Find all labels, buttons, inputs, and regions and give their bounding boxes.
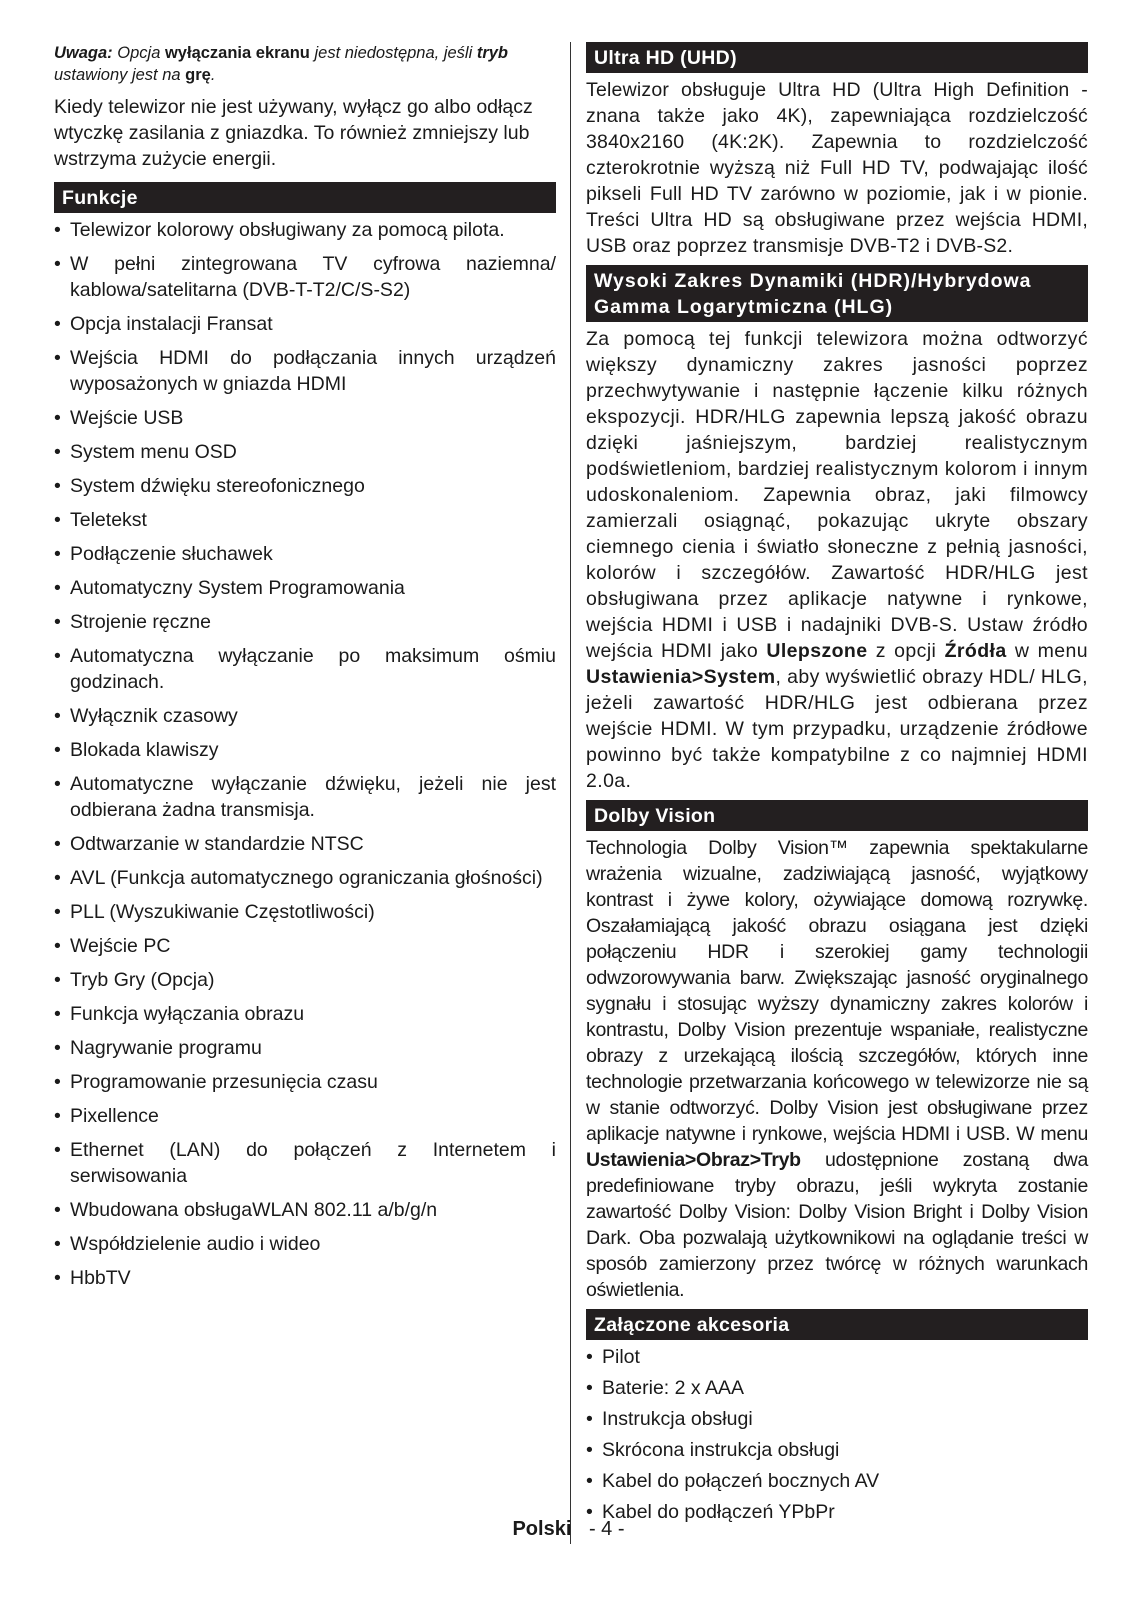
list-item: • AVL (Funkcja automatycznego ograniczania głośności) bbox=[54, 865, 556, 891]
dolby-text bbox=[586, 835, 1088, 1303]
note-label: Uwaga: bbox=[54, 44, 113, 62]
uhd-section bbox=[586, 42, 1088, 259]
dolby-text-2: udostępnione zostaną dwa predefiniowane tryby obrazu, jeśli wykryta zostanie zawartość Dolby Vision: Dolby Vision Bright i Dolby Vision Dark. Oba pozwalają użytkownikowi na oglądanie treści w sposób zamierzony przez twórcę w różnych warunkach oświetlenia. bbox=[586, 1149, 1088, 1301]
list-item: • PLL (Wyszukiwanie Częstotliwości) bbox=[54, 899, 556, 925]
list-item: • System dźwięku stereofonicznego bbox=[54, 473, 556, 499]
list-item: • System menu OSD bbox=[54, 439, 556, 465]
list-item: • Telewizor kolorowy obsługiwany za pomocą pilota. bbox=[54, 217, 556, 243]
dolby-text-1: Technologia Dolby Vision™ zapewnia spektakularne wrażenia wizualne, zadziwiającą jasność, wyjątkowy kontrast i żywe kolory, ożywiające domową rozrywkę. Oszałamiającą jakość obrazu osiągana jest dzięki połączeniu HDR i szerokiej gamy technologii odwzorowywania barw. Zwiększając jasność oryginalnego sygnału i stosując wyższy dynamiczny zakres kolorów i kontrastu, Dolby Vision prezentuje wspaniałe, realistyczne obrazy z urzekającą ilością szczegółów, których inne technologie przetwarzania końcowego w telewizorze nie są w stanie odtworzyć. Dolby Vision jest obsługiwane przez aplikacje natywne i rynkowe, wejścia HDMI i USB. W menu bbox=[586, 837, 1088, 1145]
note-text-3: ustawiony jest na bbox=[54, 66, 186, 84]
list-item: • Automatyczny System Programowania bbox=[54, 575, 556, 601]
list-item: • Wejścia HDMI do podłączania innych urządzeń wyposażonych w gniazda HDMI bbox=[54, 345, 556, 397]
list-item: • Automatyczna wyłączanie po maksimum ośmiu godzinach. bbox=[54, 643, 556, 695]
list-item: • Kabel do połączeń bocznych AV bbox=[586, 1468, 1088, 1494]
list-item: • Opcja instalacji Fransat bbox=[54, 311, 556, 337]
accessories-section bbox=[586, 1309, 1088, 1525]
list-item: • Baterie: 2 x AAA bbox=[586, 1375, 1088, 1401]
left-column bbox=[54, 42, 556, 1299]
features-heading: Funkcje bbox=[54, 182, 556, 213]
note-text-1: Opcja bbox=[112, 44, 165, 62]
page-footer bbox=[0, 1518, 1137, 1541]
list-item: • Pixellence bbox=[54, 1103, 556, 1129]
list-item: • Strojenie ręczne bbox=[54, 609, 556, 635]
features-list bbox=[54, 217, 556, 1291]
hdr-section bbox=[586, 265, 1088, 794]
hdr-text-1: Za pomocą tej funkcji telewizora można odtworzyć większy dynamiczny zakres jasności poprzez przechwytywanie i następnie łączenie kilku różnych ekspozycji. HDR/HLG zapewnia lepszą jakość obrazu dzięki jaśniejszym, bardziej realistycznym podświetleniom, bardziej realistycznym kolorom i innym udoskonaleniom. Zapewnia obraz, jaki filmowcy zamierzali osiągnąć, pokazując ukryte obszary ciemnego cienia i światło słoneczne z pełnią jasności, kolorów i szczegółów. Zawartość HDR/HLG jest obsługiwana przez aplikacje natywne i rynkowe, wejścia HDMI i USB i nadajniki DVB-S. Ustaw źródło wejścia HDMI jako bbox=[586, 328, 1088, 662]
accessories-list bbox=[586, 1344, 1088, 1525]
note-bold-1: wyłączania ekranu bbox=[164, 44, 310, 62]
dolby-bold-1: Ustawienia>Obraz>Tryb bbox=[586, 1149, 801, 1171]
note-text-2: jest niedostępna, jeśli bbox=[309, 44, 477, 62]
list-item: • Pilot bbox=[586, 1344, 1088, 1370]
list-item: • W pełni zintegrowana TV cyfrowa naziemna/ kablowa/satelitarna (DVB-T-T2/C/S-S2) bbox=[54, 251, 556, 303]
hdr-heading: Wysoki Zakres Dynamiki (HDR)/Hybrydowa Gamma Logarytmiczna (HLG) bbox=[586, 265, 1088, 322]
uhd-heading: Ultra HD (UHD) bbox=[586, 42, 1088, 73]
list-item: • Programowanie przesunięcia czasu bbox=[54, 1069, 556, 1095]
list-item: • Automatyczne wyłączanie dźwięku, jeżeli nie jest odbierana żadna transmisja. bbox=[54, 771, 556, 823]
intro-paragraph: Kiedy telewizor nie jest używany, wyłącz go albo odłącz wtyczkę zasilania z gniazdka. To również zmniejszy lub wstrzyma zużycie energii. bbox=[54, 96, 533, 170]
footer-page-number: - 4 - bbox=[588, 1518, 625, 1540]
list-item: • Tryb Gry (Opcja) bbox=[54, 967, 556, 993]
right-column bbox=[586, 42, 1088, 1531]
list-item: • Blokada klawiszy bbox=[54, 737, 556, 763]
list-item: • Współdzielenie audio i wideo bbox=[54, 1231, 556, 1257]
hdr-text bbox=[586, 326, 1088, 794]
note-text-4: . bbox=[210, 66, 216, 84]
column-divider bbox=[570, 42, 571, 1544]
uhd-text: Telewizor obsługuje Ultra HD (Ultra High Definition - znana także jako 4K), zapewniająca rozdzielczość 3840x2160 (4K:2K). Zapewnia to rozdzielczość czterokrotnie wyższą niż Full HD TV, podwajając ilość pikseli Full HD TV zarówno w poziomie, jak i w pionie. Treści Ultra HD są obsługiwane przez wejścia HDMI, USB oraz poprzez transmisje DVB-T2 i DVB-S2. bbox=[586, 79, 1088, 257]
list-item: • Podłączenie słuchawek bbox=[54, 541, 556, 567]
hdr-bold-1: Ulepszone bbox=[766, 640, 868, 662]
hdr-text-4: , aby wyświetlić obrazy HDL/ HLG, jeżeli zawartość HDR/HLG jest odbierana przez wejście HDMI. W tym przypadku, urządzenie źródłowe powinno być także kompatybilne z co najmniej HDMI 2.0a. bbox=[586, 666, 1088, 792]
dolby-heading: Dolby Vision bbox=[586, 800, 1088, 831]
list-item: • Wyłącznik czasowy bbox=[54, 703, 556, 729]
list-item: • HbbTV bbox=[54, 1265, 556, 1291]
list-item: • Wejście PC bbox=[54, 933, 556, 959]
list-item: • Funkcja wyłączania obrazu bbox=[54, 1001, 556, 1027]
note-paragraph bbox=[54, 42, 556, 86]
list-item: • Nagrywanie programu bbox=[54, 1035, 556, 1061]
hdr-text-2: z opcji bbox=[867, 640, 945, 662]
list-item: • Instrukcja obsługi bbox=[586, 1406, 1088, 1432]
note-bold-3: grę bbox=[185, 66, 211, 84]
list-item: • Ethernet (LAN) do połączeń z Internetem i serwisowania bbox=[54, 1137, 556, 1189]
accessories-heading: Załączone akcesoria bbox=[586, 1309, 1088, 1340]
footer-language: Polski bbox=[512, 1518, 572, 1540]
hdr-text-3: w menu bbox=[1006, 640, 1088, 662]
note-bold-2: tryb bbox=[476, 44, 508, 62]
list-item: • Kabel do podłączeń YPbPr bbox=[586, 1499, 1088, 1525]
dolby-section bbox=[586, 800, 1088, 1303]
list-item: • Wbudowana obsługaWLAN 802.11 a/b/g/n bbox=[54, 1197, 556, 1223]
list-item: • Teletekst bbox=[54, 507, 556, 533]
list-item: • Wejście USB bbox=[54, 405, 556, 431]
hdr-bold-3: Ustawienia>System bbox=[586, 666, 776, 688]
list-item: • Skrócona instrukcja obsługi bbox=[586, 1437, 1088, 1463]
hdr-bold-2: Źródła bbox=[944, 640, 1007, 662]
list-item: • Odtwarzanie w standardzie NTSC bbox=[54, 831, 556, 857]
